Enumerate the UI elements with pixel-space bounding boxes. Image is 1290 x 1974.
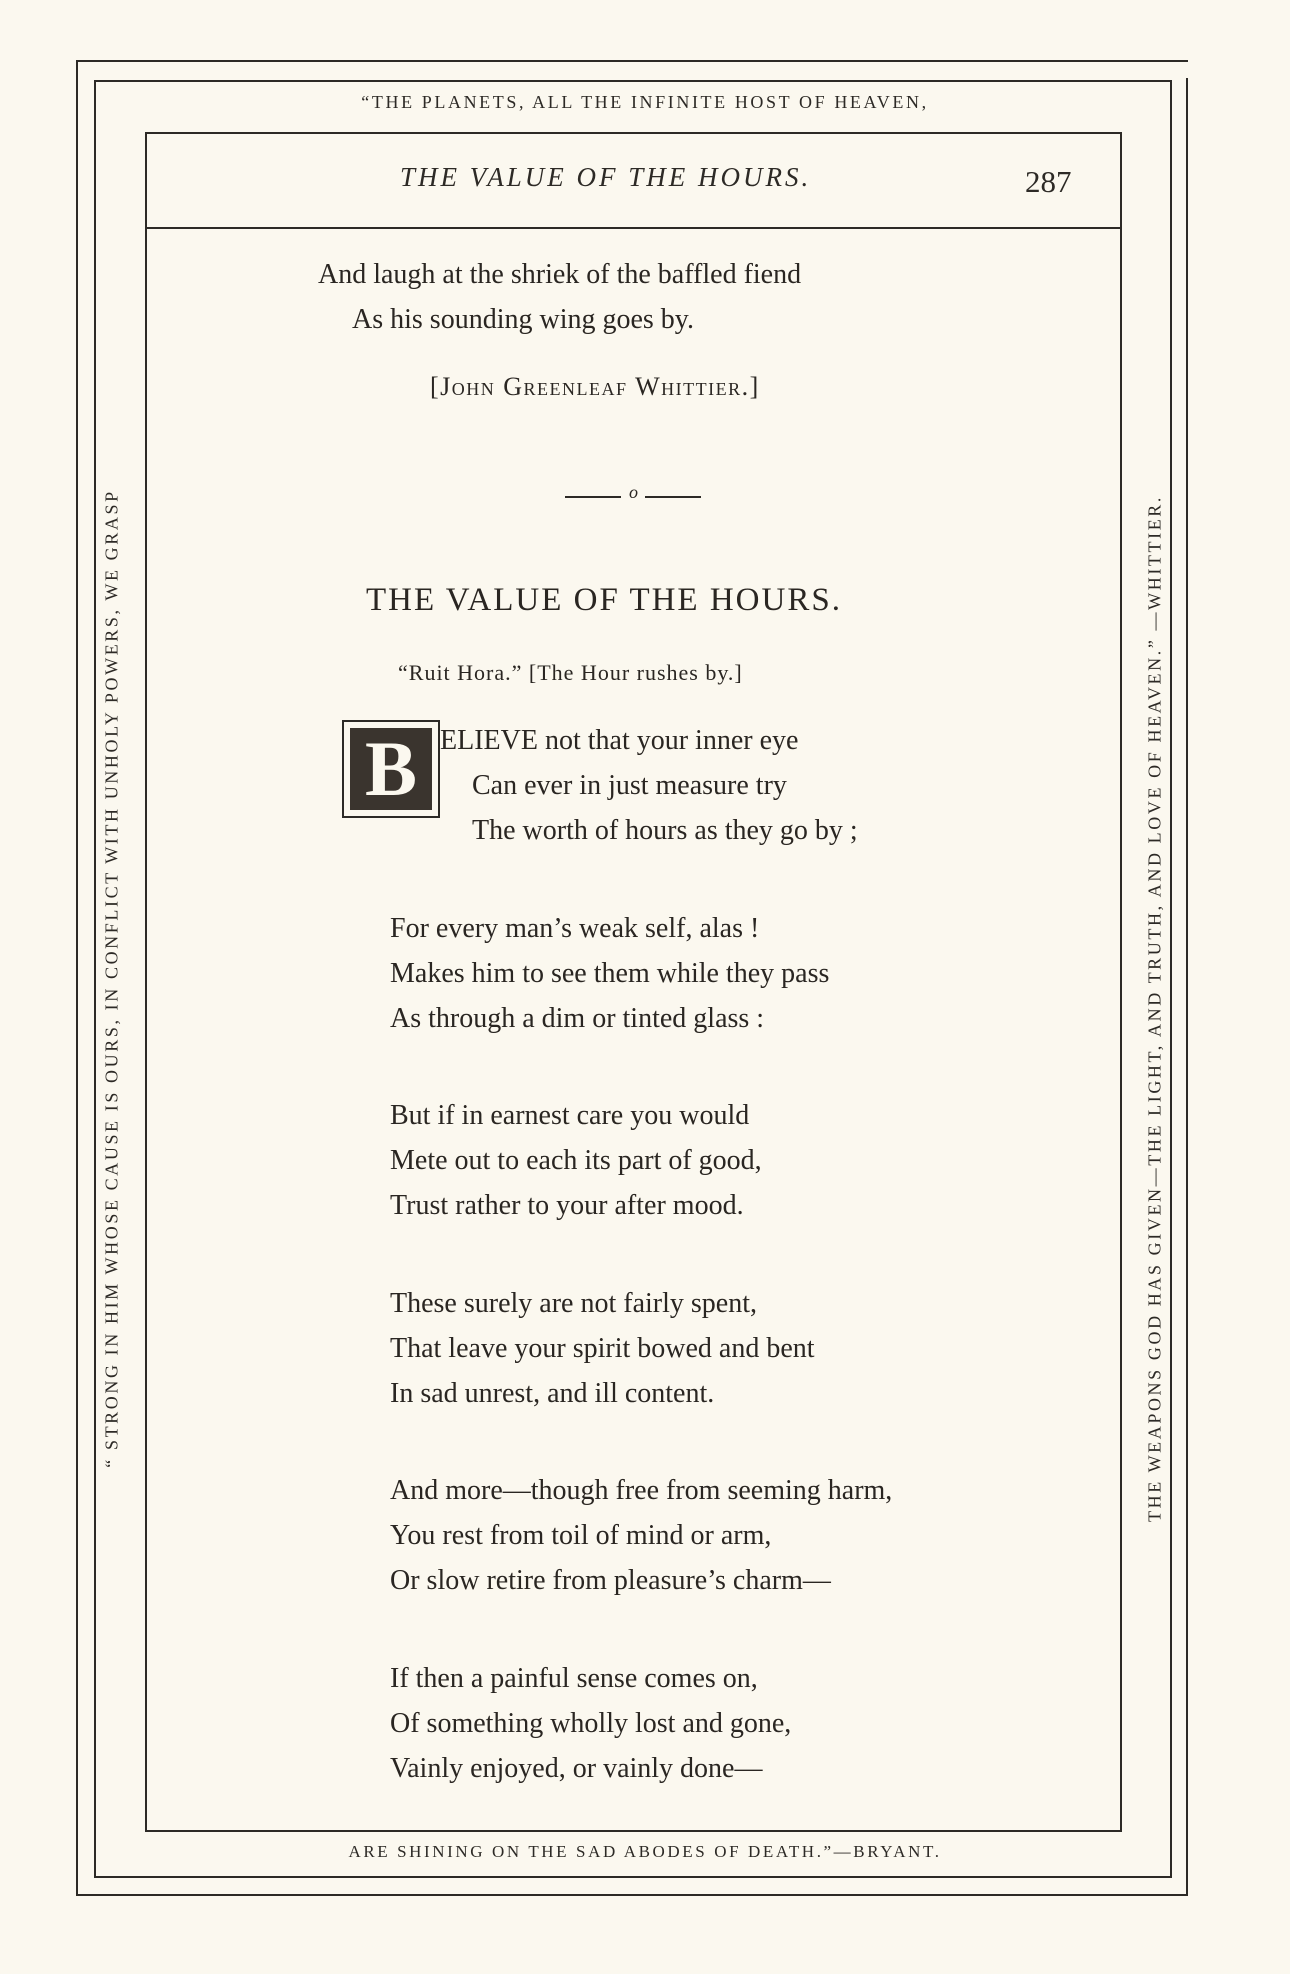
section-divider bbox=[565, 482, 710, 504]
verse-line: And laugh at the shriek of the baffled fiend bbox=[318, 259, 802, 290]
divider-ornament: o bbox=[629, 482, 638, 502]
verse-line: As his sounding wing goes by. bbox=[352, 304, 694, 335]
verse-line: Of something wholly lost and gone, bbox=[390, 1708, 792, 1739]
poem-title: THE VALUE OF THE HOURS. bbox=[366, 582, 842, 618]
previous-poem-stanza bbox=[318, 252, 801, 342]
top-border-quote: “THE PLANETS, ALL THE INFINITE HOST OF HEAVEN, bbox=[361, 92, 929, 112]
poem-subtitle: “Ruit Hora.” [The Hour rushes by.] bbox=[398, 660, 743, 685]
bottom-border-quote: ARE SHINING ON THE SAD ABODES OF DEATH.”—BRYANT. bbox=[348, 1842, 942, 1861]
verse-line: But if in earnest care you would bbox=[390, 1100, 750, 1131]
outer-frame-left bbox=[76, 60, 78, 1896]
inner-frame-header-rule bbox=[145, 227, 1120, 229]
verse-line: As through a dim or tinted glass : bbox=[390, 1003, 765, 1034]
right-border-quote: THE WEAPONS GOD HAS GIVEN—THE LIGHT, AND TRUTH, AND LOVE OF HEAVEN.” —WHITTIER. bbox=[1144, 495, 1165, 1522]
outer-frame-top bbox=[76, 60, 1188, 62]
outer-frame-right-inner bbox=[1170, 80, 1172, 1876]
verse-line: That leave your spirit bowed and bent bbox=[390, 1333, 815, 1364]
inner-frame-right bbox=[1120, 132, 1122, 1832]
verse-line: Can ever in just measure try bbox=[472, 770, 787, 801]
verse-line: Vainly enjoyed, or vainly done— bbox=[390, 1753, 763, 1784]
inner-frame-bottom bbox=[145, 1830, 1120, 1832]
poem-stanza-1 bbox=[440, 718, 858, 853]
page-number: 287 bbox=[1025, 164, 1072, 199]
running-title: THE VALUE OF THE HOURS. bbox=[400, 162, 812, 192]
verse-line: For every man’s weak self, alas ! bbox=[390, 913, 760, 944]
outer-frame-left-inner bbox=[94, 80, 96, 1876]
poem-stanza-2 bbox=[390, 906, 829, 1041]
divider-line-right bbox=[645, 496, 701, 498]
outer-frame-top-inner bbox=[94, 80, 1172, 82]
drop-cap-letter: B bbox=[350, 728, 432, 810]
verse-line: Or slow retire from pleasure’s charm— bbox=[390, 1565, 831, 1596]
drop-cap-initial bbox=[342, 720, 440, 818]
verse-line: Mete out to each its part of good, bbox=[390, 1145, 762, 1176]
poem-stanza-6 bbox=[390, 1656, 791, 1791]
left-border-quote: “ STRONG IN HIM WHOSE CAUSE IS OURS, IN CONFLICT WITH UNHOLY POWERS, WE GRASP bbox=[101, 489, 122, 1468]
outer-frame-bottom bbox=[76, 1894, 1188, 1896]
inner-frame-top bbox=[145, 132, 1120, 134]
verse-line: And more—though free from seeming harm, bbox=[390, 1475, 893, 1506]
divider-line-left bbox=[565, 496, 621, 498]
outer-frame-bottom-inner bbox=[94, 1876, 1172, 1878]
verse-line: If then a painful sense comes on, bbox=[390, 1663, 758, 1694]
verse-line: ELIEVE not that your inner eye bbox=[440, 725, 799, 756]
verse-line: The worth of hours as they go by ; bbox=[472, 815, 858, 846]
poem-stanza-3 bbox=[390, 1093, 762, 1228]
author-attribution: [John Greenleaf Whittier.] bbox=[430, 372, 760, 401]
verse-line: These surely are not fairly spent, bbox=[390, 1288, 757, 1319]
verse-line: In sad unrest, and ill content. bbox=[390, 1378, 715, 1409]
outer-frame-right bbox=[1186, 78, 1188, 1896]
inner-frame-left bbox=[145, 132, 147, 1832]
verse-line: Makes him to see them while they pass bbox=[390, 958, 830, 989]
verse-line: You rest from toil of mind or arm, bbox=[390, 1520, 772, 1551]
verse-line: Trust rather to your after mood. bbox=[390, 1190, 744, 1221]
poem-stanza-4 bbox=[390, 1281, 815, 1416]
poem-stanza-5 bbox=[390, 1468, 892, 1603]
